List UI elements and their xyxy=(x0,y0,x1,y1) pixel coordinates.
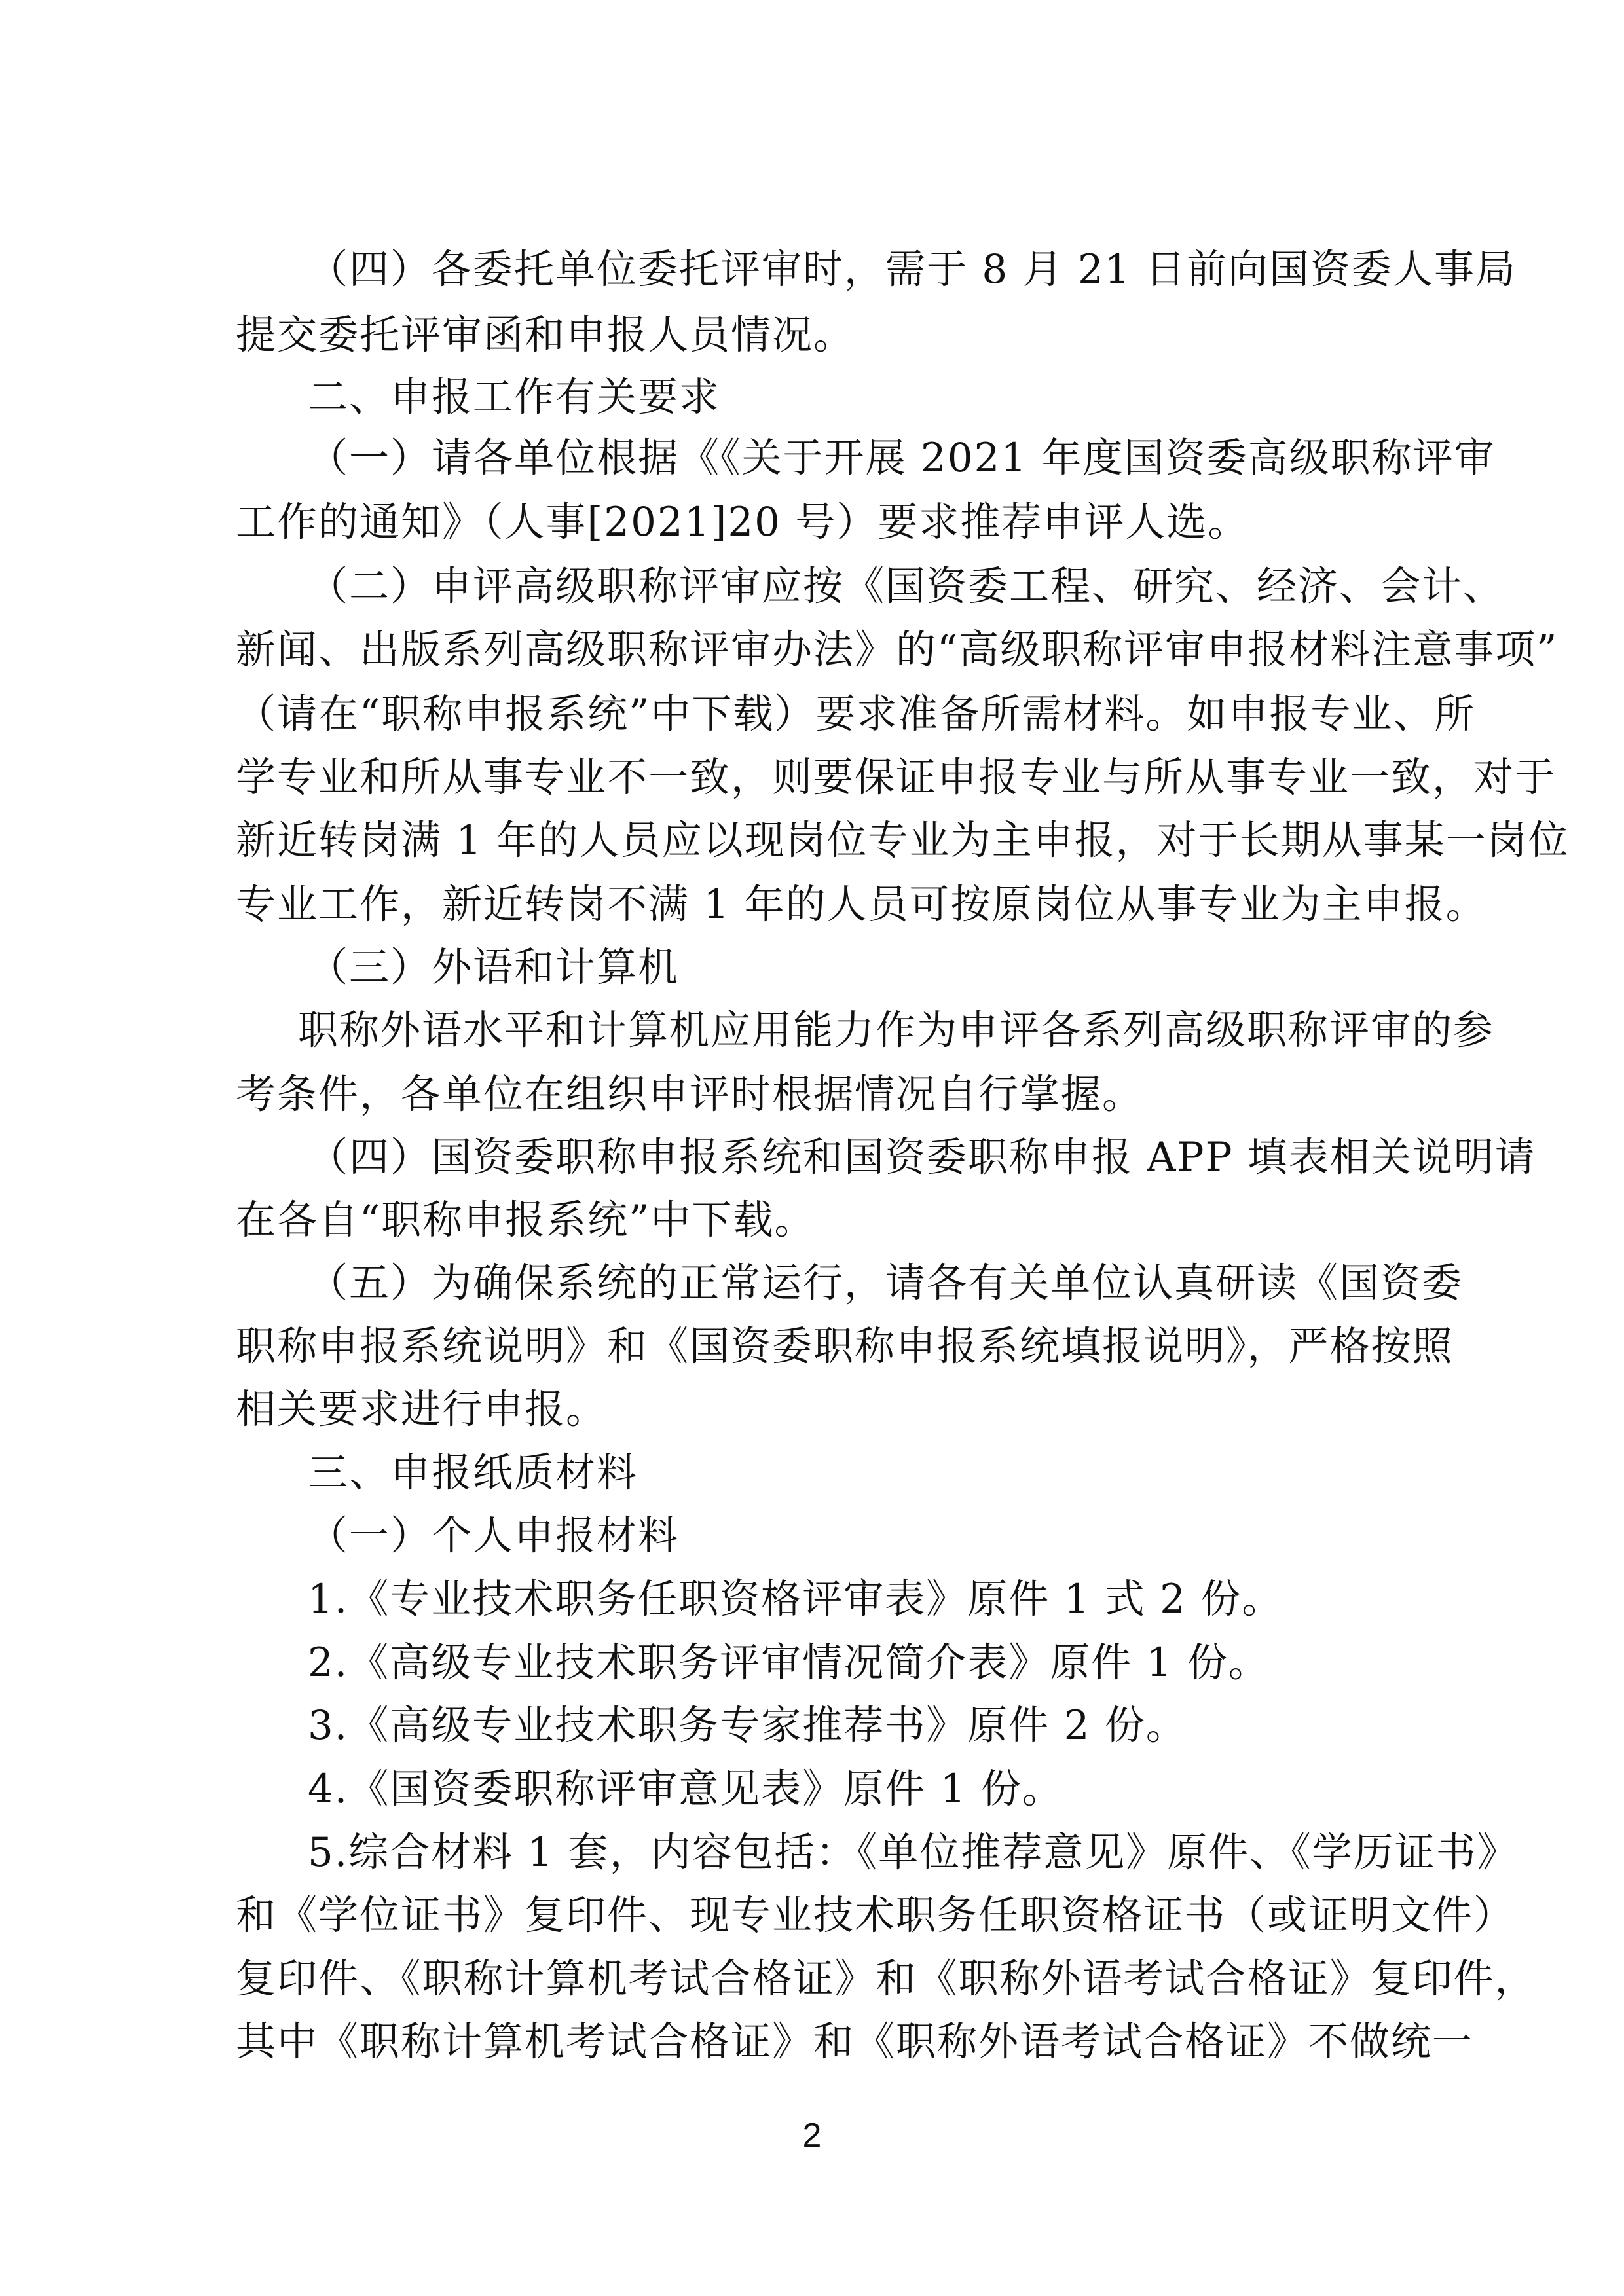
paragraph-line: 工作的通知》（人事[2021]20 号）要求推荐申评人选。 xyxy=(236,499,1249,545)
subsection-heading: （一）个人申报材料 xyxy=(308,1512,680,1559)
paragraph-line: 职称申报系统说明》和《国资委职称申报系统填报说明》，严格按照 xyxy=(236,1323,1454,1370)
paragraph-line: （五）为确保系统的正常运行，请各有关单位认真研读《国资委 xyxy=(308,1260,1464,1306)
paragraph-line: 和《学位证书》复印件、现专业技术职务任职资格证书（或证明文件） xyxy=(236,1892,1515,1939)
paragraph-line: 职称外语水平和计算机应用能力作为申评各系列高级职称评审的参 xyxy=(298,1007,1495,1053)
paragraph-line: 提交委托评审函和申报人员情况。 xyxy=(236,312,855,358)
paragraph-line: （请在“职称申报系统”中下载）要求准备所需材料。如申报专业、所 xyxy=(236,691,1476,737)
paragraph-line: 新近转岗满 1 年的人员应以现岗位专业为主申报，对于长期从事某一岗位 xyxy=(236,817,1570,864)
paragraph-line: 学专业和所从事专业不一致，则要保证申报专业与所从事专业一致，对于 xyxy=(236,754,1557,801)
paragraph-line: 在各自“职称申报系统”中下载。 xyxy=(236,1197,816,1243)
paragraph-line: （一）请各单位根据《《关于开展 2021 年度国资委高级职称评审 xyxy=(308,435,1496,481)
section-heading: 三、申报纸质材料 xyxy=(308,1449,638,1496)
paragraph-line: 考条件，各单位在组织申评时根据情况自行掌握。 xyxy=(236,1071,1144,1118)
paragraph-line: （四）国资委职称申报系统和国资委职称申报 APP 填表相关说明请 xyxy=(308,1134,1536,1180)
paragraph-line: 复印件、《职称计算机考试合格证》和《职称外语考试合格证》复印件， xyxy=(236,1956,1536,2002)
page-number: 2 xyxy=(802,2117,822,2155)
paragraph-line: （二）申评高级职称评审应按《国资委工程、研究、经济、会计、 xyxy=(308,563,1505,610)
list-item: 5.综合材料 1 套，内容包括：《单位推荐意见》原件、《学历证书》 xyxy=(308,1829,1519,1876)
paragraph-line: 专业工作，新近转岗不满 1 年的人员可按原岗位从事专业为主申报。 xyxy=(236,881,1487,928)
section-heading: 二、申报工作有关要求 xyxy=(308,374,721,420)
list-item: 3.《高级专业技术职务专家推荐书》原件 2 份。 xyxy=(308,1702,1187,1749)
list-item: 2.《高级专业技术职务评审情况简介表》原件 1 份。 xyxy=(308,1639,1270,1686)
paragraph-line: 新闻、出版系列高级职称评审办法》的“高级职称评审申报材料注意事项” xyxy=(236,627,1559,673)
list-item: 4.《国资委职称评审意见表》原件 1 份。 xyxy=(308,1766,1063,1812)
list-item: 1.《专业技术职务任职资格评审表》原件 1 式 2 份。 xyxy=(308,1576,1283,1622)
paragraph-line: 其中《职称计算机考试合格证》和《职称外语考试合格证》不做统一 xyxy=(236,2018,1474,2065)
paragraph-line: （四）各委托单位委托评审时，需于 8 月 21 日前向国资委人事局 xyxy=(308,246,1517,293)
paragraph-line: 相关要求进行申报。 xyxy=(236,1386,608,1432)
subsection-heading: （三）外语和计算机 xyxy=(308,944,680,991)
